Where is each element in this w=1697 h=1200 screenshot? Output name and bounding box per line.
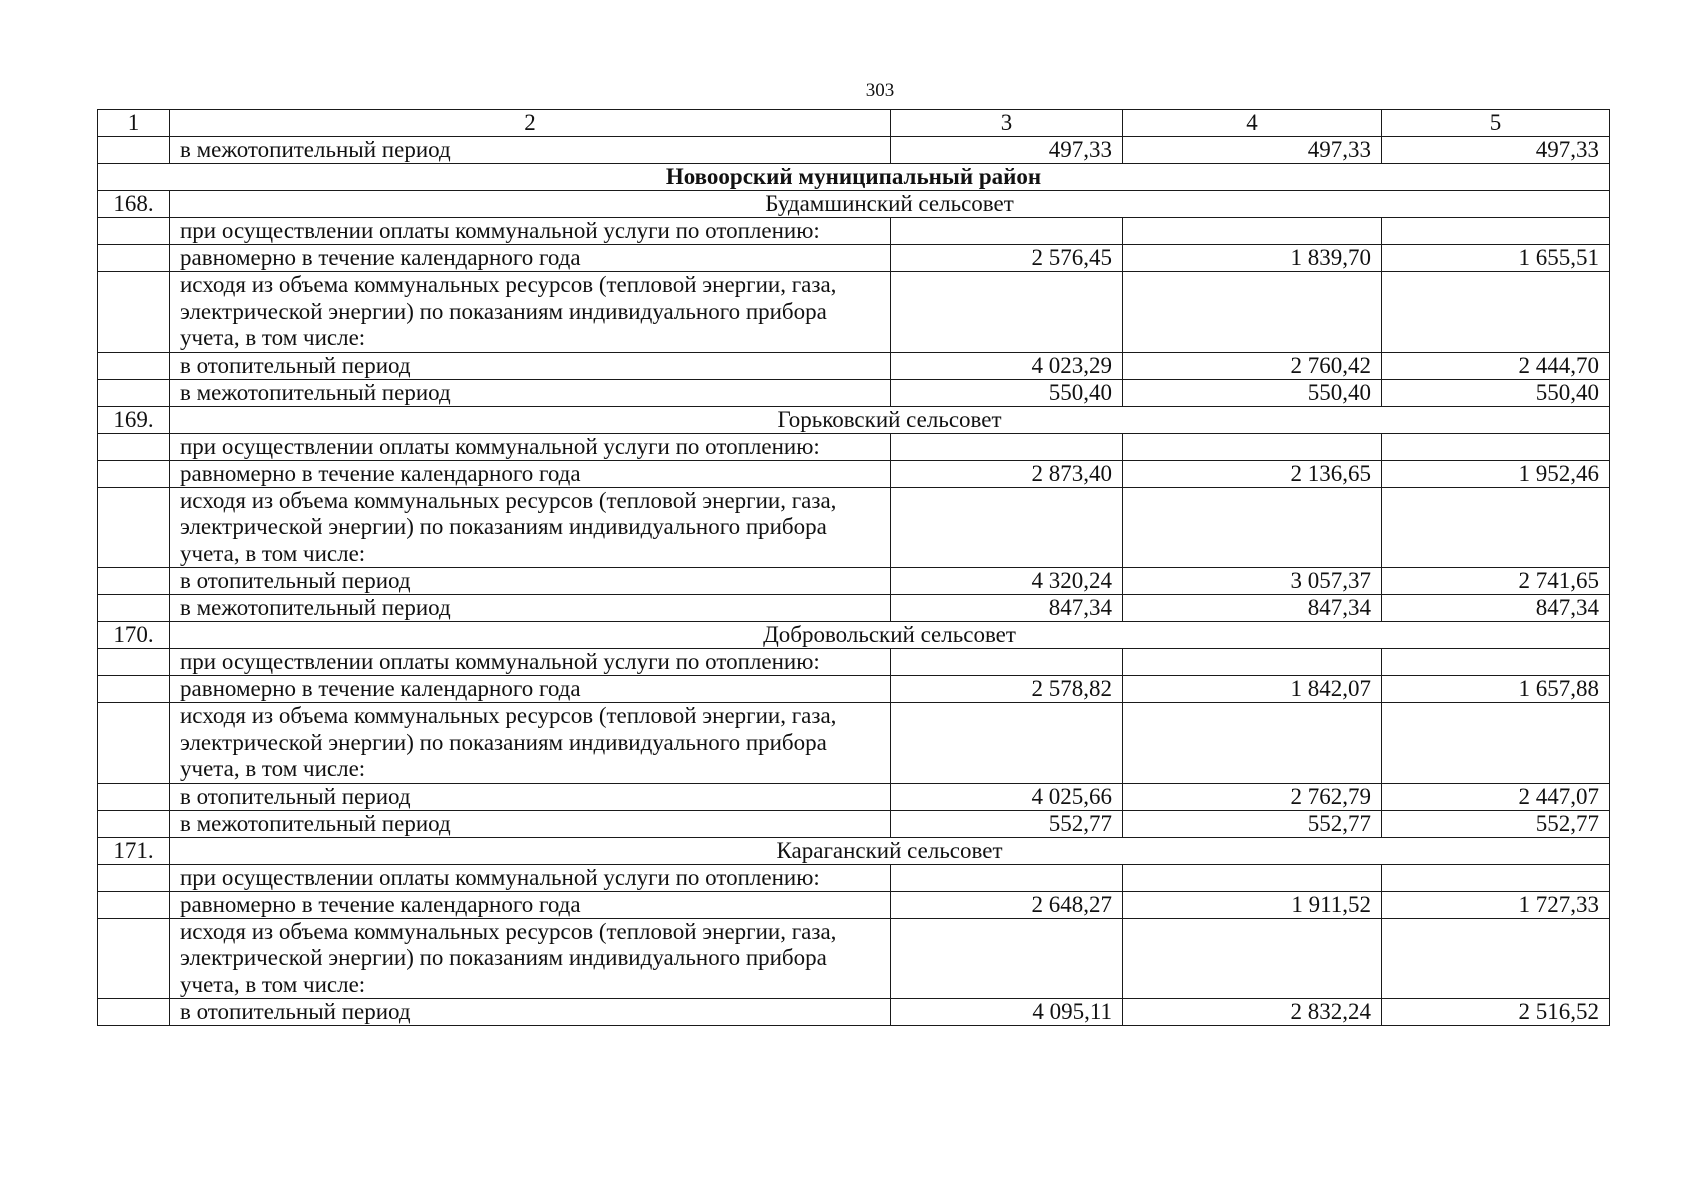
- value-col-5: [1382, 433, 1610, 460]
- tariff-table: [97, 109, 1610, 1026]
- value-col-4: 497,33: [1123, 137, 1382, 164]
- value-col-5: 1 657,88: [1382, 676, 1610, 703]
- row-label: в отопительный период: [170, 568, 891, 595]
- table-row: [98, 218, 1610, 245]
- row-number: [98, 460, 170, 487]
- value-col-5: 552,77: [1382, 810, 1610, 837]
- row-label: при осуществлении оплаты коммунальной услуги по отоплению:: [170, 649, 891, 676]
- row-number: [98, 999, 170, 1026]
- value-col-4: [1123, 703, 1382, 784]
- table-row: [98, 891, 1610, 918]
- value-col-3: 552,77: [891, 810, 1123, 837]
- table-row: [98, 864, 1610, 891]
- settlement-row: [98, 191, 1610, 218]
- value-col-4: 552,77: [1123, 810, 1382, 837]
- value-col-5: [1382, 918, 1610, 999]
- row-label: при осуществлении оплаты коммунальной услуги по отоплению:: [170, 864, 891, 891]
- value-col-3: 550,40: [891, 379, 1123, 406]
- value-col-5: 2 444,70: [1382, 352, 1610, 379]
- row-number: 170.: [98, 622, 170, 649]
- value-col-4: 550,40: [1123, 379, 1382, 406]
- row-number: [98, 918, 170, 999]
- settlement-name: Добровольский сельсовет: [170, 622, 1610, 649]
- value-col-3: 2 578,82: [891, 676, 1123, 703]
- table-row: [98, 272, 1610, 353]
- row-label: исходя из объема коммунальных ресурсов (тепловой энергии, газа, электрической энергии) по показаниям индивидуального прибора учета, в том числе:: [170, 918, 891, 999]
- table-row: [98, 245, 1610, 272]
- header-row: [98, 110, 1610, 137]
- value-col-4: [1123, 864, 1382, 891]
- value-col-3: [891, 433, 1123, 460]
- row-number: [98, 649, 170, 676]
- row-label: в отопительный период: [170, 783, 891, 810]
- table-row: [98, 999, 1610, 1026]
- value-col-4: [1123, 487, 1382, 568]
- settlement-row: [98, 406, 1610, 433]
- value-col-5: 497,33: [1382, 137, 1610, 164]
- value-col-5: 2 516,52: [1382, 999, 1610, 1026]
- row-label: в отопительный период: [170, 352, 891, 379]
- value-col-3: [891, 649, 1123, 676]
- value-col-3: 2 648,27: [891, 891, 1123, 918]
- row-label: при осуществлении оплаты коммунальной услуги по отоплению:: [170, 218, 891, 245]
- value-col-4: [1123, 433, 1382, 460]
- value-col-3: [891, 864, 1123, 891]
- value-col-5: [1382, 487, 1610, 568]
- value-col-4: 2 832,24: [1123, 999, 1382, 1026]
- row-label: в межотопительный период: [170, 137, 891, 164]
- value-col-3: 847,34: [891, 595, 1123, 622]
- table-row: [98, 595, 1610, 622]
- settlement-name: Будамшинский сельсовет: [170, 191, 1610, 218]
- value-col-4: 2 762,79: [1123, 783, 1382, 810]
- row-number: [98, 218, 170, 245]
- header-cell-1: 1: [98, 110, 170, 137]
- row-label: равномерно в течение календарного года: [170, 460, 891, 487]
- table-row: [98, 433, 1610, 460]
- row-label: при осуществлении оплаты коммунальной услуги по отоплению:: [170, 433, 891, 460]
- row-number: [98, 595, 170, 622]
- row-label: в межотопительный период: [170, 595, 891, 622]
- row-number: [98, 137, 170, 164]
- table-row: [98, 783, 1610, 810]
- row-number: [98, 487, 170, 568]
- value-col-4: 1 839,70: [1123, 245, 1382, 272]
- value-col-4: 2 136,65: [1123, 460, 1382, 487]
- row-label: равномерно в течение календарного года: [170, 676, 891, 703]
- row-number: [98, 245, 170, 272]
- value-col-3: [891, 218, 1123, 245]
- value-col-5: [1382, 649, 1610, 676]
- row-number: [98, 433, 170, 460]
- header-cell-5: 5: [1382, 110, 1610, 137]
- value-col-3: 4 320,24: [891, 568, 1123, 595]
- table-row: [98, 918, 1610, 999]
- table-row: [98, 487, 1610, 568]
- value-col-4: 1 911,52: [1123, 891, 1382, 918]
- value-col-3: [891, 272, 1123, 353]
- value-col-5: [1382, 218, 1610, 245]
- row-label: в межотопительный период: [170, 810, 891, 837]
- settlement-name: Караганский сельсовет: [170, 837, 1610, 864]
- value-col-5: 847,34: [1382, 595, 1610, 622]
- row-number: [98, 272, 170, 353]
- value-col-3: 2 576,45: [891, 245, 1123, 272]
- value-col-4: 2 760,42: [1123, 352, 1382, 379]
- row-label: в межотопительный период: [170, 379, 891, 406]
- table-row: [98, 379, 1610, 406]
- table-row: [98, 676, 1610, 703]
- value-col-5: 2 447,07: [1382, 783, 1610, 810]
- row-label: исходя из объема коммунальных ресурсов (тепловой энергии, газа, электрической энергии) по показаниям индивидуального прибора учета, в том числе:: [170, 703, 891, 784]
- value-col-4: [1123, 272, 1382, 353]
- value-col-5: 1 727,33: [1382, 891, 1610, 918]
- row-number: [98, 703, 170, 784]
- value-col-4: [1123, 649, 1382, 676]
- row-number: [98, 864, 170, 891]
- row-number: [98, 810, 170, 837]
- row-label: в отопительный период: [170, 999, 891, 1026]
- table-row: [98, 810, 1610, 837]
- row-label: исходя из объема коммунальных ресурсов (тепловой энергии, газа, электрической энергии) по показаниям индивидуального прибора учета, в том числе:: [170, 272, 891, 353]
- settlement-name: Горьковский сельсовет: [170, 406, 1610, 433]
- value-col-4: 1 842,07: [1123, 676, 1382, 703]
- row-number: 168.: [98, 191, 170, 218]
- row-number: [98, 568, 170, 595]
- value-col-5: 2 741,65: [1382, 568, 1610, 595]
- row-number: [98, 352, 170, 379]
- row-label: равномерно в течение календарного года: [170, 891, 891, 918]
- district-name: Новоорский муниципальный район: [98, 164, 1610, 191]
- table-row: [98, 460, 1610, 487]
- value-col-5: [1382, 864, 1610, 891]
- value-col-3: [891, 703, 1123, 784]
- table-row: [98, 568, 1610, 595]
- header-cell-2: 2: [170, 110, 891, 137]
- value-col-3: 4 025,66: [891, 783, 1123, 810]
- value-col-3: 2 873,40: [891, 460, 1123, 487]
- table-row: [98, 649, 1610, 676]
- table-row: [98, 137, 1610, 164]
- row-number: [98, 379, 170, 406]
- value-col-3: [891, 918, 1123, 999]
- value-col-5: [1382, 272, 1610, 353]
- value-col-4: 847,34: [1123, 595, 1382, 622]
- header-cell-3: 3: [891, 110, 1123, 137]
- settlement-row: [98, 837, 1610, 864]
- value-col-5: 550,40: [1382, 379, 1610, 406]
- value-col-5: 1 655,51: [1382, 245, 1610, 272]
- row-number: 169.: [98, 406, 170, 433]
- value-col-3: 497,33: [891, 137, 1123, 164]
- value-col-4: [1123, 218, 1382, 245]
- value-col-4: [1123, 918, 1382, 999]
- value-col-5: [1382, 703, 1610, 784]
- row-number: [98, 676, 170, 703]
- row-number: [98, 783, 170, 810]
- page-number: 303: [865, 80, 895, 101]
- table-row: [98, 703, 1610, 784]
- value-col-5: 1 952,46: [1382, 460, 1610, 487]
- row-label: равномерно в течение календарного года: [170, 245, 891, 272]
- district-row: [98, 164, 1610, 191]
- value-col-3: [891, 487, 1123, 568]
- table-row: [98, 352, 1610, 379]
- header-cell-4: 4: [1123, 110, 1382, 137]
- value-col-3: 4 023,29: [891, 352, 1123, 379]
- value-col-4: 3 057,37: [1123, 568, 1382, 595]
- row-number: 171.: [98, 837, 170, 864]
- row-label: исходя из объема коммунальных ресурсов (тепловой энергии, газа, электрической энергии) по показаниям индивидуального прибора учета, в том числе:: [170, 487, 891, 568]
- row-number: [98, 891, 170, 918]
- value-col-3: 4 095,11: [891, 999, 1123, 1026]
- settlement-row: [98, 622, 1610, 649]
